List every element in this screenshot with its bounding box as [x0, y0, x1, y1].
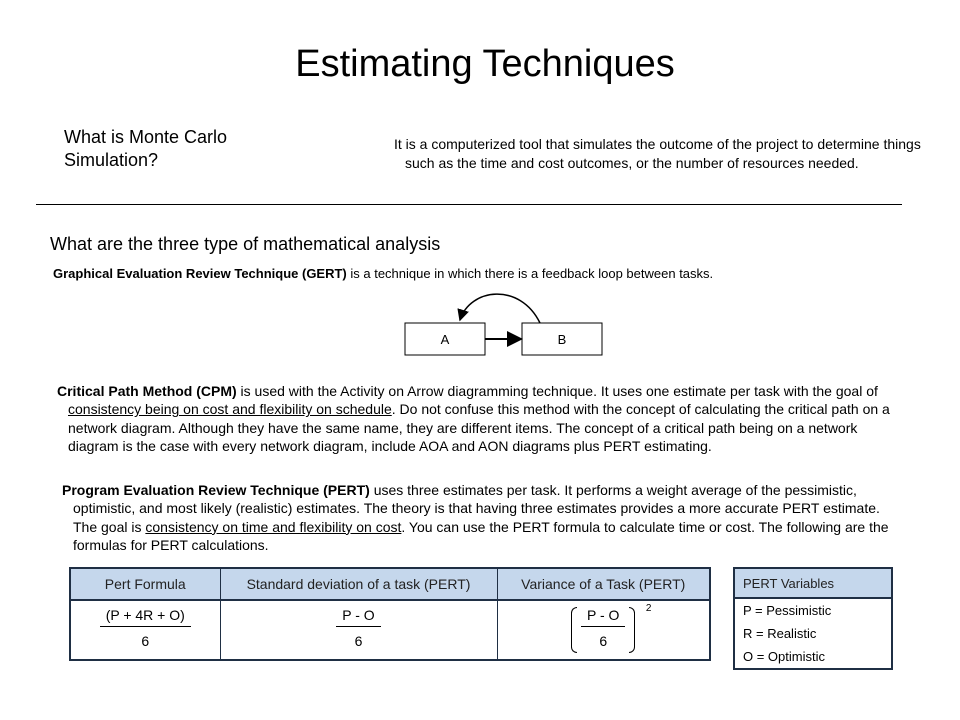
pert-formula-table — [69, 567, 711, 661]
variable-optimistic: O = Optimistic — [743, 649, 825, 664]
variance-exponent: 2 — [645, 603, 652, 614]
slide-title: Estimating Techniques — [295, 43, 675, 85]
pert-underlined: consistency on time and flexibility on cost — [145, 518, 402, 535]
std-dev-numerator: P - O — [336, 607, 380, 627]
gert-text: is a technique in which there is a feedback loop between tasks. — [346, 266, 714, 281]
variance-denominator: 6 — [599, 633, 608, 649]
variable-realistic: R = Realistic — [743, 626, 817, 641]
pert-variables-header: PERT Variables — [735, 569, 891, 599]
variable-pessimistic: P = Pessimistic — [743, 603, 832, 618]
cpm-paragraph — [57, 382, 896, 455]
pert-text-2: . You can use the PERT formula to calculate time or cost. The following are the formulas for PERT calculations. — [73, 518, 889, 553]
node-b-label: B — [557, 332, 567, 347]
monte-carlo-question: What is Monte Carlo Simulation? — [64, 127, 228, 170]
pert-numerator: (P + 4R + O) — [100, 607, 191, 627]
gert-feedback-diagram — [400, 280, 610, 360]
std-dev-denominator: 6 — [354, 633, 363, 649]
gert-term: Graphical Evaluation Review Technique (GERT) — [53, 266, 347, 281]
pert-denominator: 6 — [141, 633, 150, 649]
cpm-text-2: . Do not confuse this method with the concept of calculating the critical path on a network diagram. Although they have the same name, they are different items. The concept of a critical path being on a network diagram is the case with every network diagram, include AOA and AON diagrams plus PERT estimating. — [68, 401, 890, 454]
header-std-dev: Standard deviation of a task (PERT) — [220, 568, 497, 600]
pert-variables-table — [733, 567, 893, 670]
cell-std-dev — [220, 600, 497, 660]
node-a-label: A — [440, 332, 450, 347]
variance-parentheses — [571, 603, 652, 649]
pert-term: Program Evaluation Review Technique (PERT) — [62, 482, 370, 498]
monte-carlo-answer: It is a computerized tool that simulates the outcome of the project to determine things such as the time and cost outcomes, or the number of resources needed. — [394, 136, 921, 171]
cell-variance — [497, 600, 710, 660]
divider-line — [36, 204, 902, 205]
cpm-term: Critical Path Method (CPM) — [57, 383, 237, 399]
header-pert-formula: Pert Formula — [70, 568, 220, 600]
pert-paragraph — [62, 481, 893, 554]
header-variance: Variance of a Task (PERT) — [497, 568, 710, 600]
cell-pert-formula — [70, 600, 220, 660]
feedback-arrow — [460, 294, 540, 323]
cpm-underlined: consistency being on cost and flexibility on schedule — [68, 401, 392, 418]
pert-text-1: uses three estimates per task. It performs a weight average of the pessimistic, optimistic, and most likely (realistic) estimates. The theory is that having three estimates provides a more accurate PERT estimate. The goal is — [73, 482, 880, 535]
cpm-text-1: is used with the Activity on Arrow diagramming technique. It uses one estimate per task with the goal of — [236, 383, 878, 399]
variance-numerator: P - O — [581, 607, 625, 627]
analysis-question: What are the three type of mathematical analysis — [50, 234, 441, 254]
